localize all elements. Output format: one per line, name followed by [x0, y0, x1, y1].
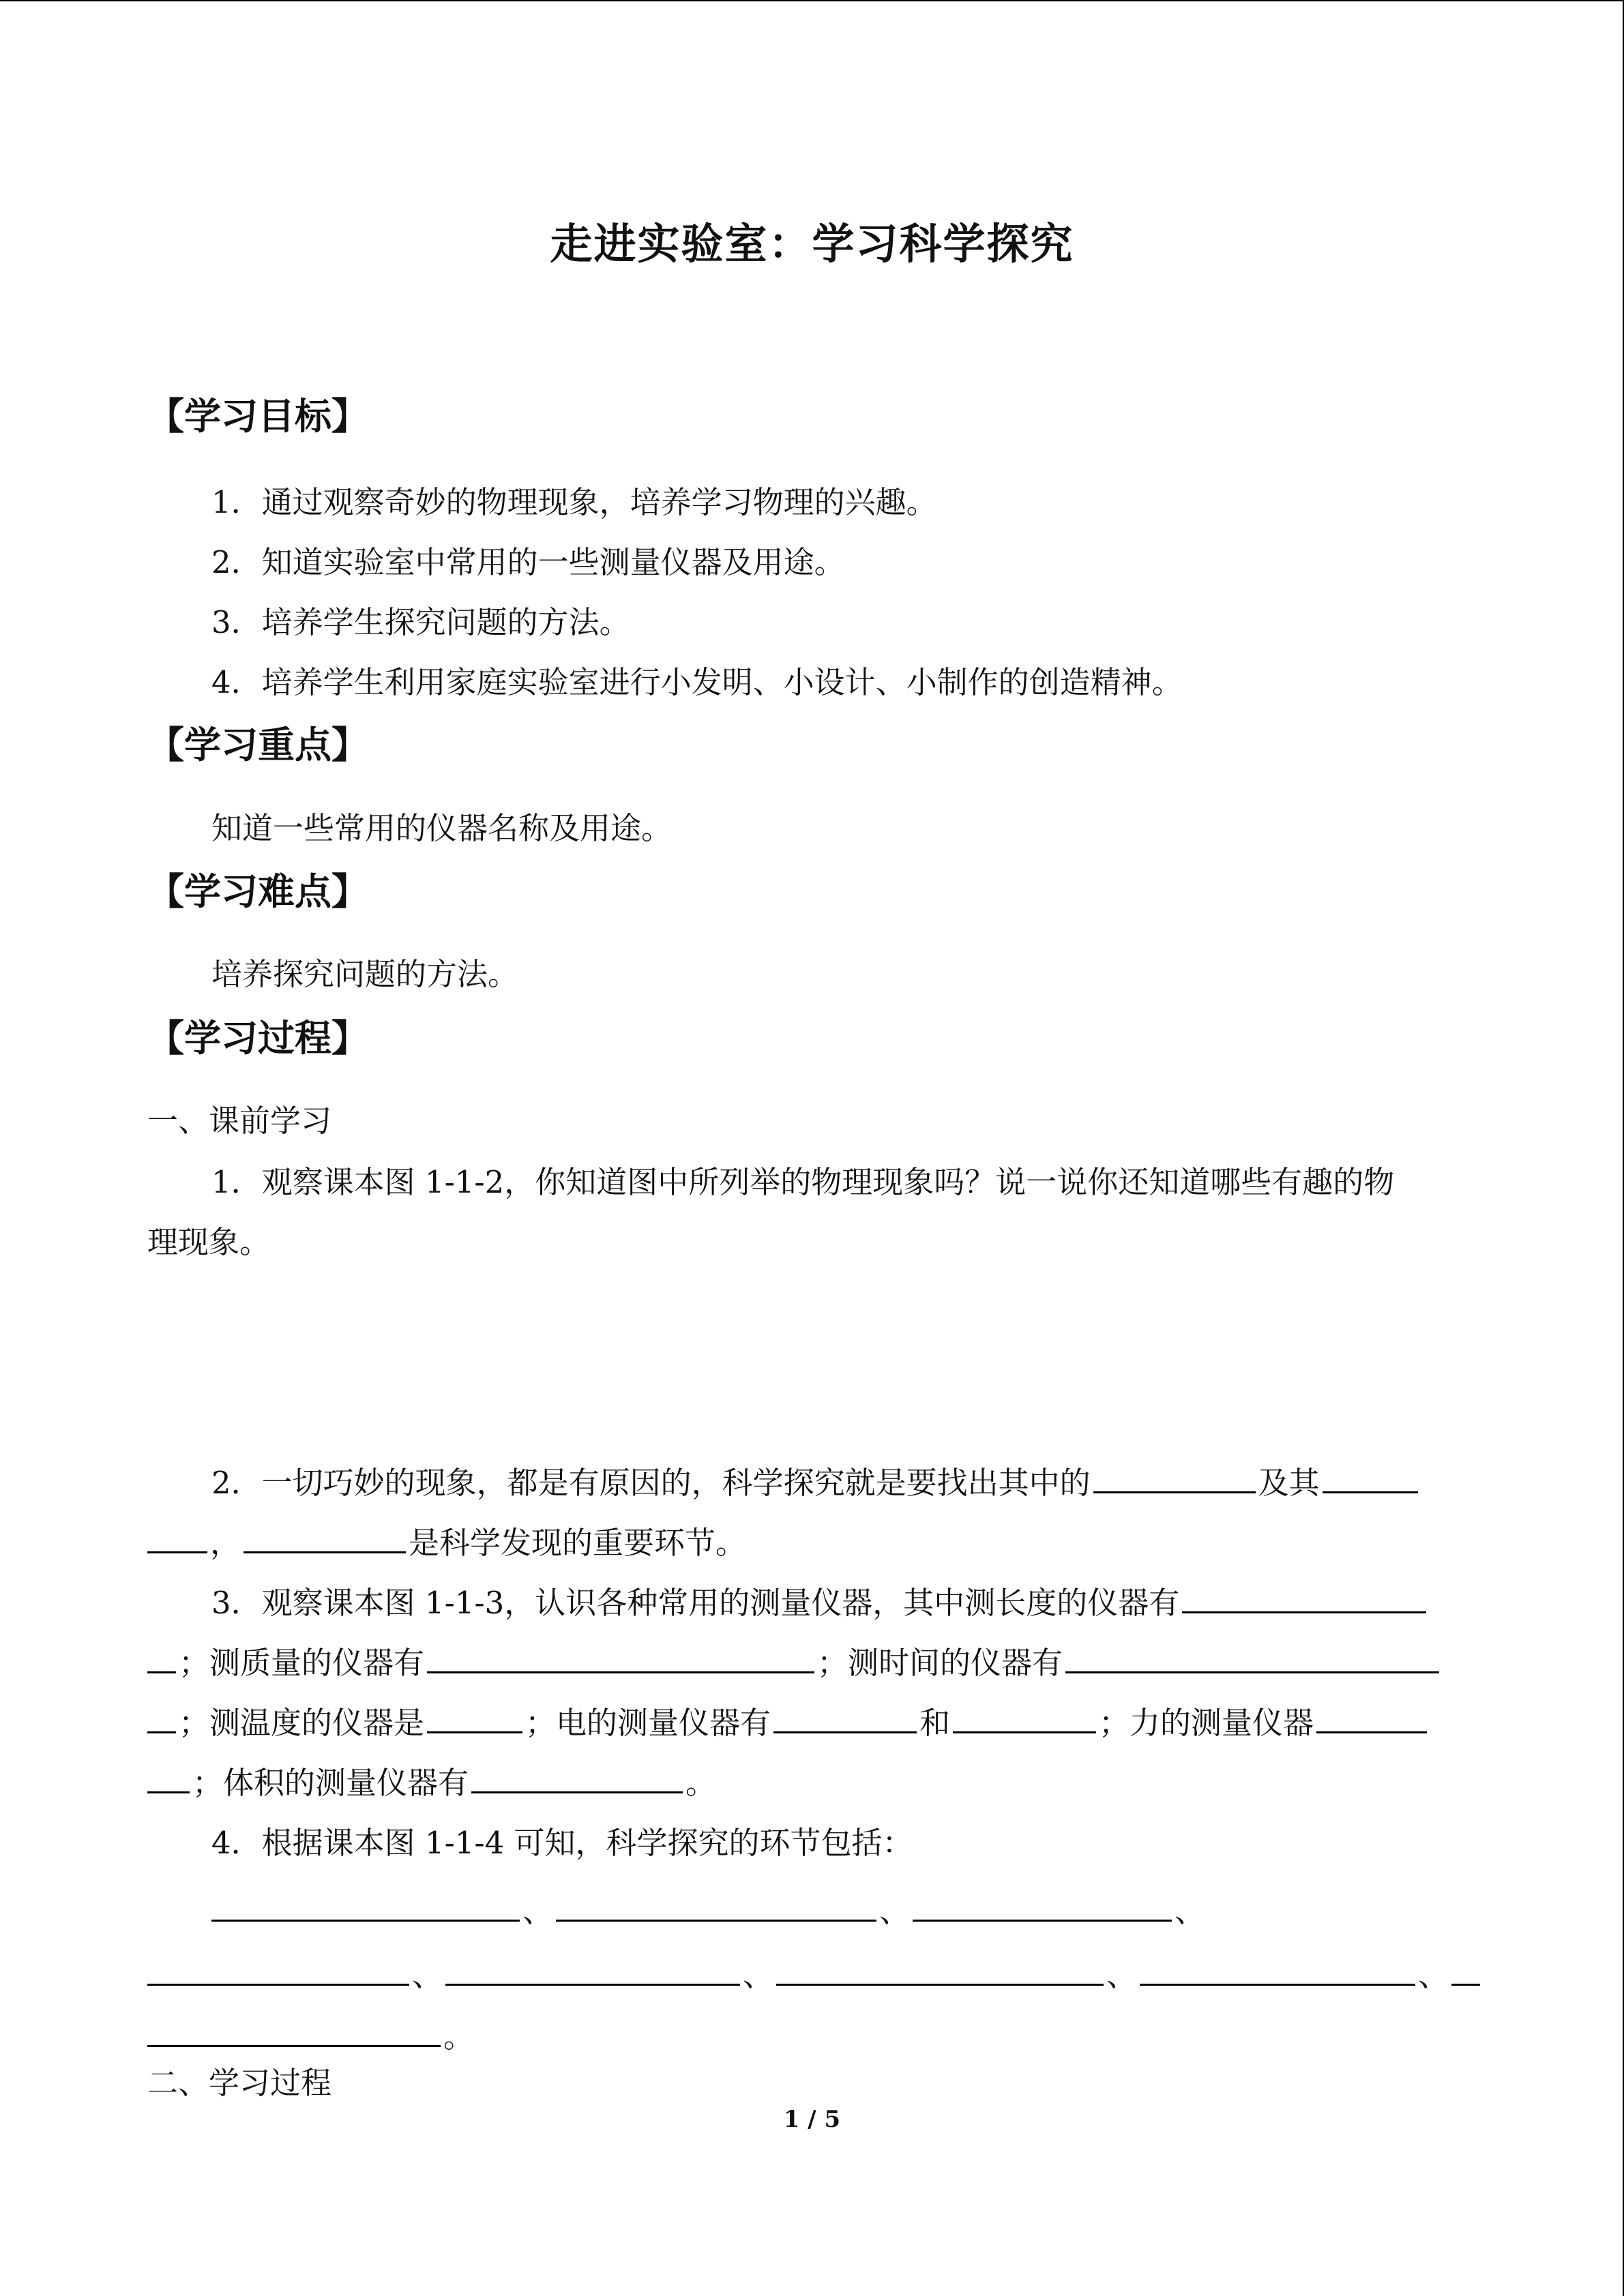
blank[interactable]: [1093, 1460, 1256, 1493]
blank[interactable]: [1065, 1640, 1439, 1673]
blank[interactable]: [427, 1700, 522, 1733]
question-4-line1: 4．根据课本图 1-1-4 可知，科学探究的环节包括：: [211, 1825, 913, 1861]
question-3-text: ；电的测量仪器有: [525, 1705, 771, 1741]
blank[interactable]: [147, 1760, 190, 1793]
blank[interactable]: [913, 1888, 1172, 1922]
blank[interactable]: [556, 1888, 876, 1922]
heading-key-points: 【学习重点】: [147, 724, 368, 766]
part1-title: 一、课前学习: [147, 1103, 332, 1139]
page-title: 走进实验室：学习科学探究: [550, 219, 1074, 269]
question-3-text: ；测时间的仪器有: [817, 1645, 1063, 1681]
blank[interactable]: [773, 1700, 917, 1733]
blank[interactable]: [211, 1888, 520, 1922]
page-number: 1 / 5: [783, 2106, 841, 2133]
question-1-line1: 1．观察课本图 1-1-2，你知道图中所列举的物理现象吗？说一说你还知道哪些有趣的物: [211, 1164, 1395, 1200]
difficulties-text: 培养探究问题的方法。: [211, 956, 519, 992]
part2-title: 二、学习过程: [147, 2065, 332, 2101]
question-3-line3: [147, 1698, 1430, 1742]
heading-objectives: 【学习目标】: [147, 395, 368, 438]
question-4-line3: [147, 1950, 1483, 1995]
separator: 、: [879, 1893, 911, 1929]
separator: 、: [1418, 1957, 1449, 1993]
blank[interactable]: [445, 1952, 740, 1986]
blank[interactable]: [776, 1952, 1104, 1986]
blank[interactable]: [243, 1520, 406, 1553]
question-3-text: ；力的测量仪器: [1099, 1705, 1314, 1741]
objective-item: 4．培养学生利用家庭实验室进行小发明、小设计、小制作的创造精神。: [211, 664, 1183, 700]
question-3-text: 和: [919, 1705, 951, 1741]
key-points-text: 知道一些常用的仪器名称及用途。: [211, 810, 673, 846]
blank[interactable]: [147, 1700, 176, 1733]
separator: 、: [522, 1893, 554, 1929]
blank[interactable]: [1451, 1952, 1480, 1986]
objective-item: 2．知道实验室中常用的一些测量仪器及用途。: [211, 544, 845, 580]
heading-process: 【学习过程】: [147, 1017, 368, 1060]
question-2-text: 是科学发现的重要环节。: [409, 1525, 747, 1561]
question-4-end: 。: [443, 2018, 475, 2055]
question-3-text: 3．观察课本图 1-1-3，认识各种常用的测量仪器，其中测长度的仪器有: [211, 1585, 1180, 1621]
separator: 、: [743, 1957, 774, 1993]
blank[interactable]: [471, 1760, 683, 1793]
question-2-line1: [211, 1458, 1421, 1502]
question-4-line4: [147, 2012, 474, 2056]
blank[interactable]: [1316, 1700, 1427, 1733]
question-3-line1: [211, 1578, 1429, 1622]
question-3-text: ；测质量的仪器有: [179, 1645, 425, 1681]
separator: 、: [1175, 1893, 1206, 1929]
question-3-text: ；测温度的仪器是: [179, 1705, 425, 1741]
blank[interactable]: [147, 1952, 409, 1986]
question-4-line2: [211, 1886, 1205, 1930]
blank[interactable]: [1323, 1460, 1418, 1493]
heading-difficulties: 【学习难点】: [147, 870, 368, 913]
blank[interactable]: [953, 1700, 1096, 1733]
blank[interactable]: [147, 1520, 207, 1553]
blank[interactable]: [147, 1640, 176, 1673]
objective-item: 3．培养学生探究问题的方法。: [211, 604, 630, 640]
question-2-text: ，: [210, 1525, 241, 1561]
objective-item: 1．通过观察奇妙的物理现象，培养学习物理的兴趣。: [211, 484, 937, 520]
question-3-line2: [147, 1638, 1442, 1682]
blank[interactable]: [147, 2014, 441, 2047]
question-2-line2: [147, 1518, 746, 1562]
separator: 、: [412, 1957, 443, 1993]
question-1-line2: 理现象。: [147, 1224, 271, 1260]
separator: 、: [1106, 1957, 1138, 1993]
blank[interactable]: [1182, 1580, 1426, 1613]
question-2-text: 2．一切巧妙的现象，都是有原因的，科学探究就是要找出其中的: [211, 1465, 1091, 1501]
question-3-text: ；体积的测量仪器有: [192, 1765, 469, 1801]
question-3-text: 。: [685, 1765, 717, 1801]
question-3-line4: [147, 1758, 716, 1802]
blank[interactable]: [1140, 1952, 1415, 1986]
blank[interactable]: [427, 1640, 814, 1673]
question-2-text: 及其: [1258, 1465, 1320, 1501]
